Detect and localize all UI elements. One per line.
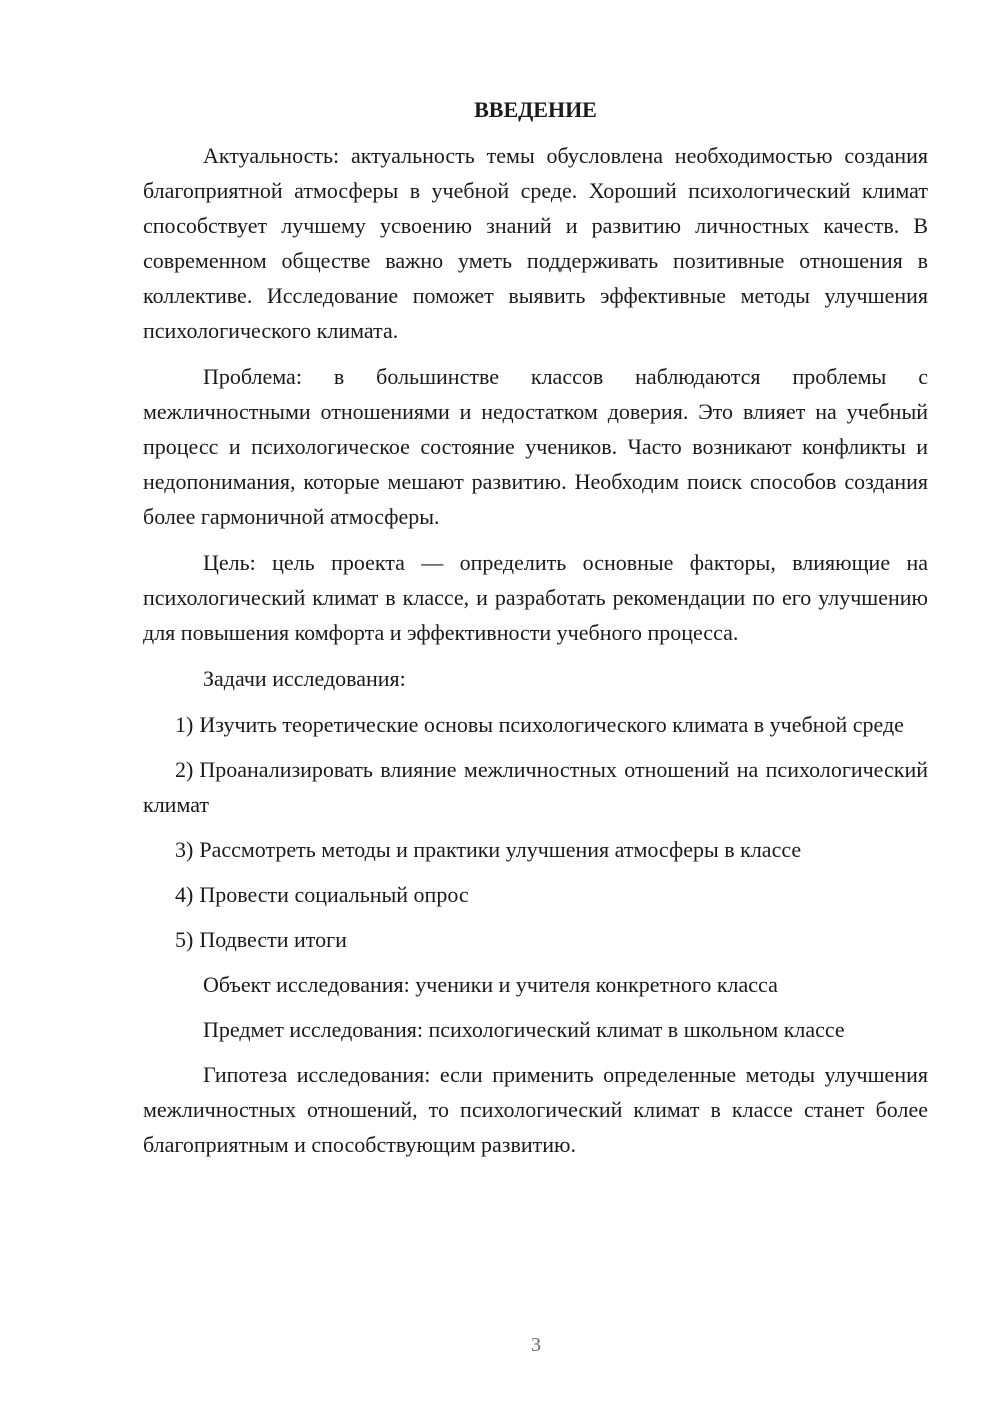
task-item	[143, 877, 928, 912]
paragraph-goal: Цель: цель проекта — определить основные факторы, влияющие на психологический климат в классе, и разработать рекомендации по его улучшению для повышения комфорта и эффективности учебного процесса.	[143, 550, 928, 645]
task-number: 4)	[175, 882, 194, 907]
task-text: Проанализировать влияние межличностных отношений на психологический климат	[143, 757, 928, 817]
task-number: 1)	[175, 712, 194, 737]
task-number: 3)	[175, 837, 194, 862]
task-item	[143, 832, 928, 867]
paragraph-subject: Предмет исследования: психологический климат в школьном классе	[203, 1017, 845, 1042]
task-number: 5)	[175, 927, 194, 952]
paragraph-hypothesis: Гипотеза исследования: если применить определенные методы улучшения межличностных отношений, то психологический климат в классе станет более благоприятным и способствующим развитию.	[143, 1062, 928, 1157]
paragraph-problem: Проблема: в большинстве классов наблюдаются проблемы с межличностными отношениями и недостатком доверия. Это влияет на учебный процесс и психологическое состояние учеников. Часто возникают конфликты и недопонимания, которые мешают развитию. Необходим поиск способов создания более гармоничной атмосферы.	[143, 364, 928, 529]
task-text: Рассмотреть методы и практики улучшения атмосферы в классе	[199, 837, 802, 862]
paragraph-object: Объект исследования: ученики и учителя конкретного класса	[203, 972, 778, 997]
task-item	[143, 922, 928, 957]
page-number: 3	[531, 1334, 541, 1356]
task-number: 2)	[175, 757, 194, 782]
task-item	[143, 752, 928, 822]
document-body	[143, 92, 928, 1173]
task-text: Изучить теоретические основы психологического климата в учебной среде	[199, 712, 904, 737]
task-item	[143, 707, 928, 742]
task-text: Провести социальный опрос	[199, 882, 469, 907]
section-title: ВВЕДЕНИЕ	[474, 97, 597, 122]
task-text: Подвести итоги	[199, 927, 347, 952]
tasks-heading: Задачи исследования:	[203, 666, 406, 691]
paragraph-relevance: Актуальность: актуальность темы обусловлена необходимостью создания благоприятной атмосферы в учебной среде. Хороший психологический климат способствует лучшему усвоению знаний и развитию личностных качеств. В современном обществе важно уметь поддерживать позитивные отношения в коллективе. Исследование поможет выявить эффективные методы улучшения психологического климата.	[143, 143, 928, 343]
